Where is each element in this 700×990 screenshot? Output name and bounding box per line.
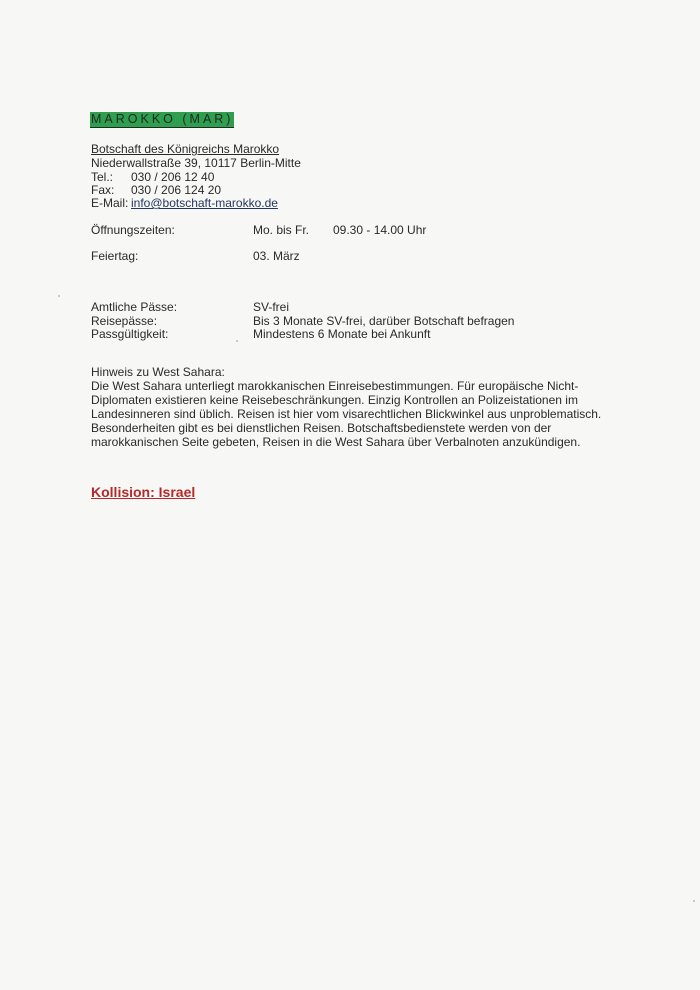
holiday-value: 03. März — [253, 249, 300, 263]
note-line: Landesinneren sind üblich. Reisen ist hier vom visarechtlichen Blickwinkel aus unproblematisch. — [91, 407, 602, 421]
collision-heading: Kollision: Israel — [91, 484, 196, 500]
passport-label-official: Amtliche Pässe: — [91, 300, 178, 314]
passport-value-travel: Bis 3 Monate SV-frei, darüber Botschaft befragen — [253, 314, 515, 328]
scan-speck — [236, 340, 238, 342]
opening-days: Mo. bis Fr. — [253, 223, 310, 237]
opening-hours: 09.30 - 14.00 Uhr — [333, 223, 427, 237]
email-link[interactable]: info@botschaft-marokko.de — [131, 196, 278, 210]
scan-speck — [58, 295, 60, 297]
country-heading: MAROKKO (MAR) — [91, 112, 234, 126]
tel-value: 030 / 206 12 40 — [131, 170, 215, 184]
fax-value: 030 / 206 124 20 — [131, 183, 222, 197]
passport-label-travel: Reisepässe: — [91, 314, 158, 328]
note-line: Die West Sahara unterliegt marokkanischen Einreisebestimmungen. Für europäische Nicht- — [91, 379, 579, 393]
scan-speck — [693, 900, 695, 902]
note-line: Diplomaten existieren keine Reisebeschränkungen. Einzig Kontrollen an Polizeistationen im — [91, 393, 578, 407]
tel-label: Tel.: — [91, 170, 114, 184]
holiday-label: Feiertag: — [91, 249, 139, 263]
embassy-name: Botschaft des Königreichs Marokko — [91, 142, 280, 156]
fax-label: Fax: — [91, 183, 115, 197]
opening-label: Öffnungszeiten: — [91, 223, 175, 237]
note-line: marokkanischen Seite gebeten, Reisen in die West Sahara über Verbalnoten anzukündigen. — [91, 435, 581, 449]
email-label: E-Mail: — [91, 196, 129, 210]
embassy-address: Niederwallstraße 39, 10117 Berlin-Mitte — [91, 156, 301, 170]
west-sahara-note — [91, 365, 611, 449]
passport-label-validity: Passgültigkeit: — [91, 327, 169, 341]
passport-value-validity: Mindestens 6 Monate bei Ankunft — [253, 327, 431, 341]
note-title: Hinweis zu West Sahara: — [91, 365, 225, 379]
passport-value-official: SV-frei — [253, 300, 290, 314]
note-line: Besonderheiten gibt es bei dienstlichen Reisen. Botschaftsbedienstete werden von der — [91, 421, 552, 435]
